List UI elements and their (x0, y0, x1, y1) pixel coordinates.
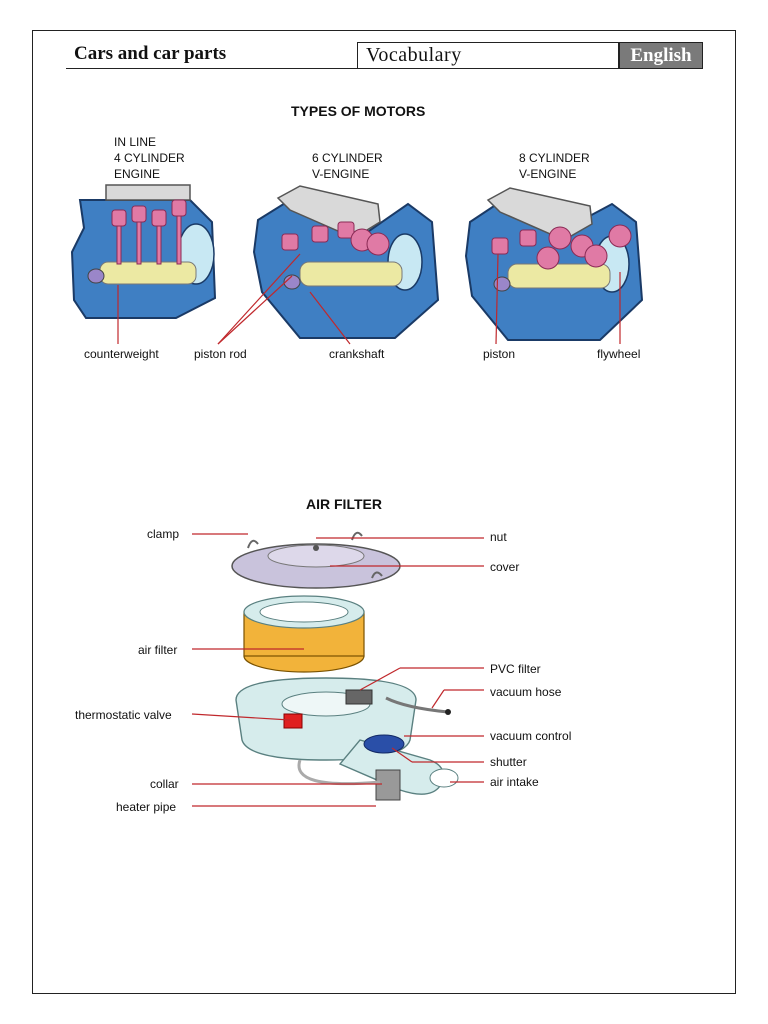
label-vacuum-hose: vacuum hose (490, 685, 562, 699)
label-flywheel: flywheel (597, 347, 641, 361)
engine-caption-inline4: IN LINE 4 CYLINDER ENGINE (114, 135, 185, 181)
language-badge: English (619, 42, 703, 69)
label-pvc-filter: PVC filter (490, 662, 541, 676)
page-title: Cars and car parts (74, 43, 227, 64)
label-cover: cover (490, 560, 520, 574)
engine-caption-v8: 8 CYLINDER V-ENGINE (519, 151, 590, 181)
label-counterweight: counterweight (84, 347, 159, 361)
label-heater-pipe: heater pipe (116, 800, 177, 814)
label-crankshaft: crankshaft (329, 347, 385, 361)
air-filter-illustration (232, 533, 458, 800)
label-collar: collar (150, 777, 179, 791)
label-air-intake: air intake (490, 775, 539, 789)
engine-caption-v6: 6 CYLINDER V-ENGINE (312, 151, 383, 181)
label-vacuum-control: vacuum control (490, 729, 572, 743)
label-piston: piston (483, 347, 516, 361)
vocabulary-box: Vocabulary (357, 42, 619, 69)
v8-engine-illustration (466, 188, 642, 340)
air-filter-section-title: AIR FILTER (306, 496, 382, 512)
label-thermostatic-valve: thermostatic valve (75, 708, 172, 722)
v6-engine-illustration (254, 186, 438, 338)
label-air-filter: air filter (138, 643, 178, 657)
label-nut: nut (490, 530, 507, 544)
motors-section-title: TYPES OF MOTORS (291, 103, 426, 119)
inline4-engine-illustration (72, 185, 215, 318)
label-shutter: shutter (490, 755, 527, 769)
label-piston-rod: piston rod (194, 347, 247, 361)
label-clamp: clamp (147, 527, 180, 541)
